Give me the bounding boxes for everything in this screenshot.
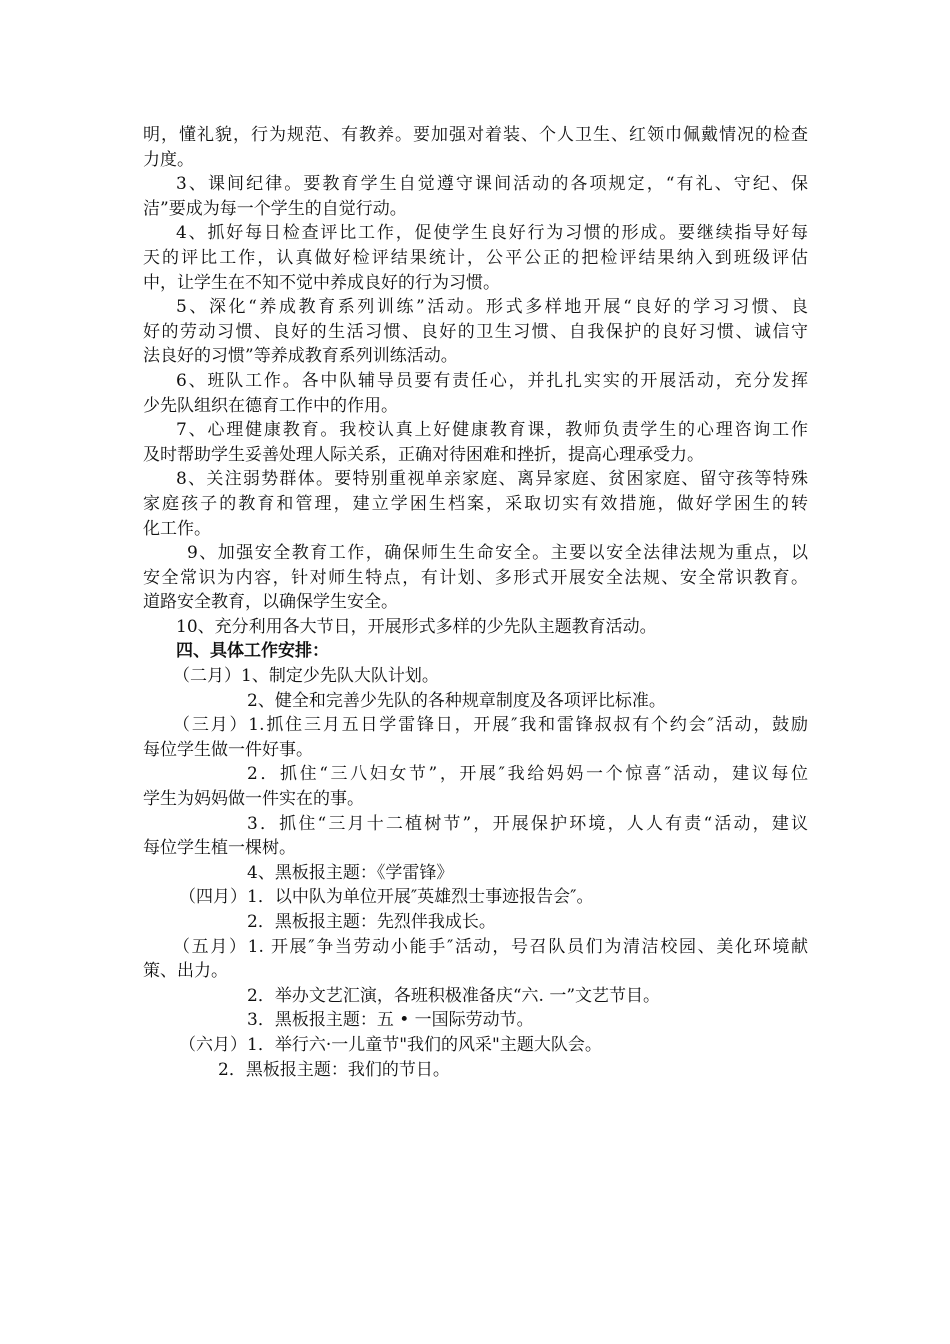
schedule-line: 2．黑板报主题：我们的节日。 xyxy=(218,1059,450,1080)
schedule-line: 每位学生做一件好事。 xyxy=(143,739,313,760)
schedule-line: （四月）1．以中队为单位开展″英雄烈士事迹报告会″。 xyxy=(179,887,594,908)
paragraph-line: 化工作。 xyxy=(143,518,211,539)
paragraph-line: 9、加强安全教育工作，确保师生生命安全。主要以安全法律法规为重点，以 xyxy=(187,543,808,564)
paragraph-line: 8、关注弱势群体。要特别重视单亲家庭、离异家庭、贫困家庭、留守孩等特殊 xyxy=(176,469,808,490)
paragraph-line: 3、课间纪律。要教育学生自觉遵守课间活动的各项规定，“有礼、守纪、保 xyxy=(176,174,808,195)
paragraph-line: 安全常识为内容，针对师生特点，有计划、多形式开展安全法规、安全常识教育。 xyxy=(143,567,808,588)
paragraph-line: 法良好的习惯”等养成教育系列训练活动。 xyxy=(143,346,458,367)
schedule-line: 3．抓住“三月十二植树节”，开展保护环境，人人有责“活动，建议 xyxy=(247,813,808,834)
paragraph-line: 道路安全教育，以确保学生安全。 xyxy=(143,592,398,613)
schedule-line: （三月）1.抓住三月五日学雷锋日，开展″我和雷锋叔叔有个约会″活动，鼓励 xyxy=(173,715,808,736)
paragraph-line: 少先队组织在德育工作中的作用。 xyxy=(143,395,398,416)
paragraph-line: 好的劳动习惯、良好的生活习惯、良好的卫生习惯、自我保护的良好习惯、诚信守 xyxy=(143,321,808,342)
paragraph-line: 家庭孩子的教育和管理，建立学困生档案，采取切实有效措施，做好学困生的转 xyxy=(143,493,808,514)
schedule-line: （六月）1．举行六·一儿童节"我们的风采"主题大队会。 xyxy=(179,1034,602,1055)
schedule-line: 2、健全和完善少先队的各种规章制度及各项评比标准。 xyxy=(247,690,666,711)
paragraph-line: 7、心理健康教育。我校认真上好健康教育课，教师负责学生的心理咨询工作 xyxy=(176,420,808,441)
schedule-line: 2．抓住“三八妇女节”，开展″我给妈妈一个惊喜″活动，建议每位 xyxy=(247,764,808,785)
document-body xyxy=(143,123,808,1082)
paragraph-line: 4、抓好每日检查评比工作，促使学生良好行为习惯的形成。要继续指导好每 xyxy=(176,223,808,244)
schedule-line: 学生为妈妈做一件实在的事。 xyxy=(143,789,364,810)
schedule-line: （二月）1、制定少先队大队计划。 xyxy=(173,666,439,687)
schedule-line: 4、黑板报主题：《学雷锋》 xyxy=(247,862,454,883)
paragraph-line: 10、充分利用各大节日，开展形式多样的少先队主题教育活动。 xyxy=(176,616,657,637)
schedule-line: 2．黑板报主题：先烈伴我成长。 xyxy=(247,912,496,932)
schedule-line: 策、出力。 xyxy=(143,961,228,982)
paragraph-line: 及时帮助学生妥善处理人际关系，正确对待困难和挫折，提高心理承受力。 xyxy=(143,444,704,465)
schedule-line: 3．黑板报主题：五 • 一国际劳动节。 xyxy=(247,1010,534,1031)
paragraph-line: 天的评比工作，认真做好检评结果统计，公平公正的把检评结果纳入到班级评估 xyxy=(143,247,808,268)
paragraph-line: 明，懂礼貌，行为规范、有教养。要加强对着装、个人卫生、红领巾佩戴情况的检查 xyxy=(143,125,808,145)
paragraph-line: 中，让学生在不知不觉中养成良好的行为习惯。 xyxy=(143,272,500,293)
paragraph-line: 5、深化“养成教育系列训练”活动。形式多样地开展“良好的学习习惯、良 xyxy=(176,297,808,318)
schedule-line: 每位学生植一棵树。 xyxy=(143,838,296,859)
paragraph-line: 力度。 xyxy=(143,149,194,170)
paragraph-line: 6、班队工作。各中队辅导员要有责任心，并扎扎实实的开展活动，充分发挥 xyxy=(176,370,808,391)
section-heading: 四、具体工作安排： xyxy=(176,641,329,662)
schedule-line: （五月）1. 开展″争当劳动小能手″活动，号召队员们为清洁校园、美化环境献 xyxy=(173,936,808,957)
schedule-line: 2．举办文艺汇演，各班积极准备庆“六. 一”文艺节目。 xyxy=(247,985,661,1006)
paragraph-line: 洁”要成为每一个学生的自觉行动。 xyxy=(143,198,407,219)
